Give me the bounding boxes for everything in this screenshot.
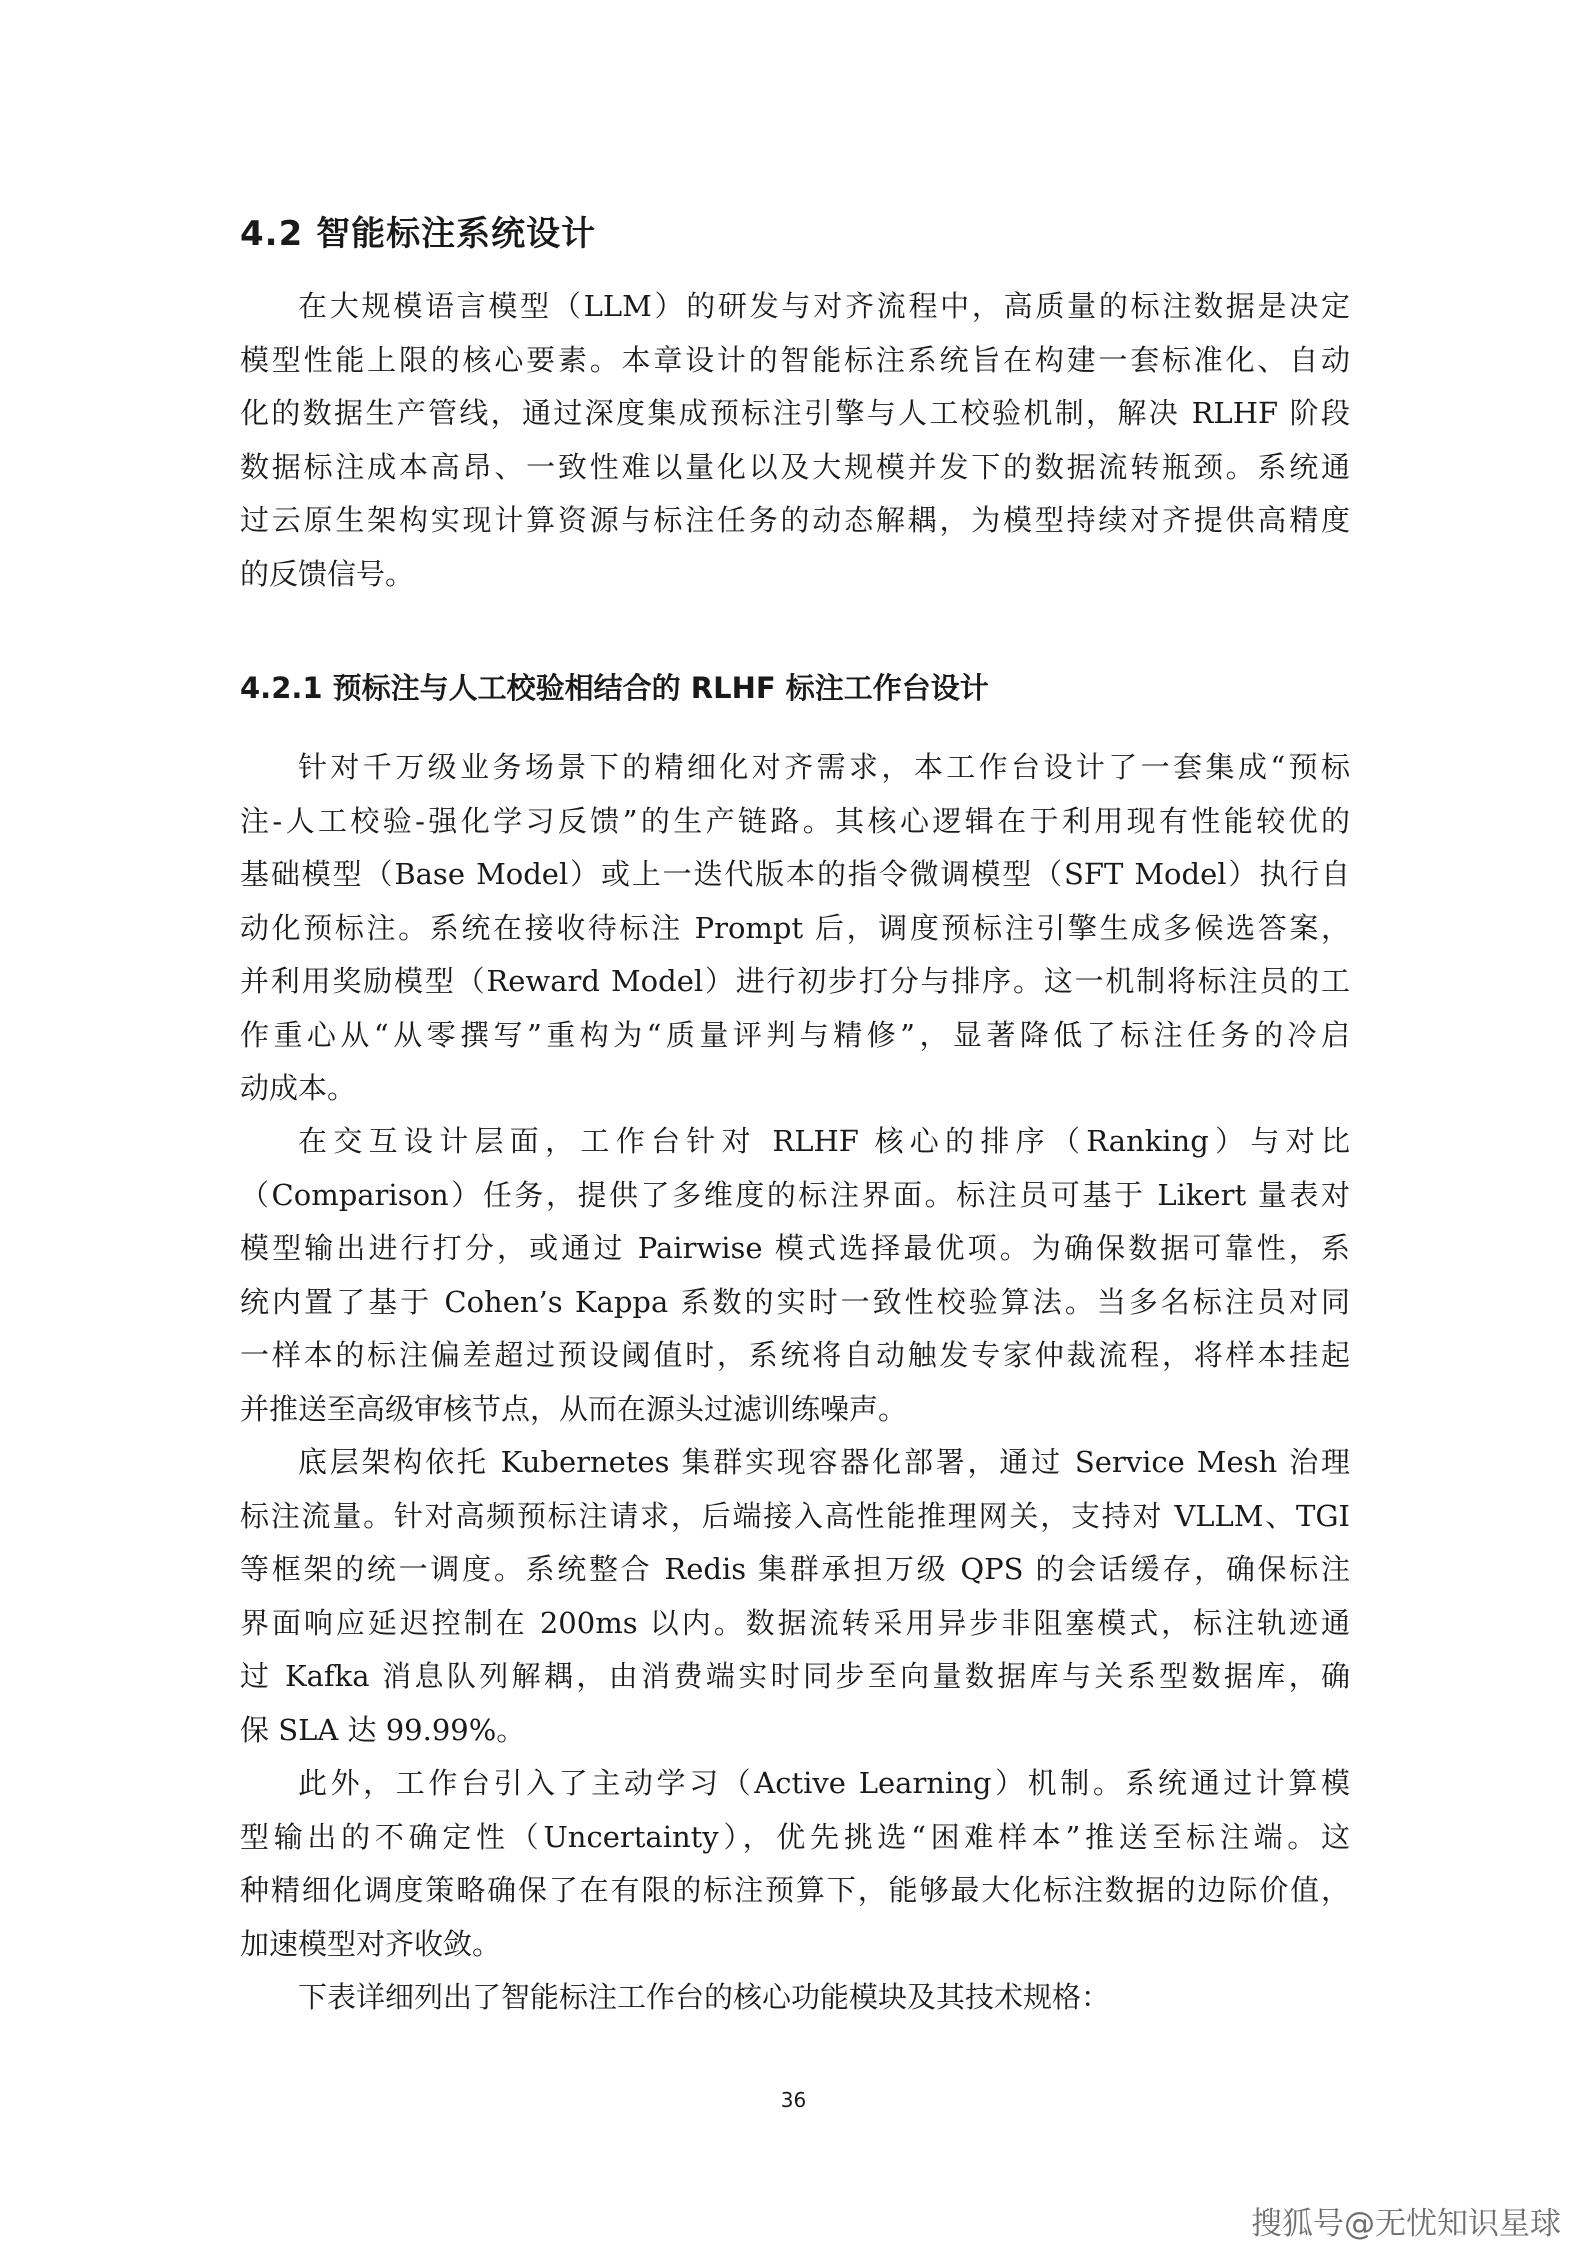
- paragraph-line: 型输出的不确定性（Uncertainty），优先挑选“困难样本”推送至标注端。这: [240, 1819, 1350, 1854]
- paragraph-line: 动成本。: [240, 1071, 357, 1105]
- paragraph-line: 等框架的统一调度。系统整合 Redis 集群承担万级 QPS 的会话缓存，确保标注: [240, 1552, 1350, 1586]
- paragraph-line: 注-人工校验-强化学习反馈”的生产链路。其核心逻辑在于利用现有性能较优的: [240, 803, 1350, 838]
- paragraph-line: 在大规模语言模型（LLM）的研发与对齐流程中，高质量的标注数据是决定: [298, 289, 1350, 323]
- paragraph-line: 保 SLA 达 99.99%。: [240, 1712, 526, 1747]
- page-number: 36: [780, 2088, 807, 2112]
- paragraph-line: 的反馈信号。: [240, 556, 415, 591]
- paragraph-line: 数据标注成本高昂、一致性难以量化以及大规模并发下的数据流转瓶颈。系统通: [240, 449, 1350, 484]
- paragraph-line: 并推送至高级审核节点，从而在源头过滤训练噪声。: [240, 1391, 908, 1426]
- watermark: 搜狐号@无忧知识星球: [1251, 2206, 1561, 2242]
- paragraph-line: 统内置了基于 Cohen’s Kappa 系数的实时一致性校验算法。当多名标注员对同: [240, 1284, 1350, 1319]
- paragraph-line: 界面响应延迟控制在 200ms 以内。数据流转采用异步非阻塞模式，标注轨迹通: [240, 1605, 1350, 1640]
- paragraph-line: 在交互设计层面，工作台针对 RLHF 核心的排序（Ranking）与对比: [298, 1124, 1350, 1158]
- paragraph-5: [240, 1971, 1350, 2025]
- paragraph-4: [240, 1757, 1350, 1971]
- paragraph-line: 底层架构依托 Kubernetes 集群实现容器化部署，通过 Service Mesh 治理: [298, 1445, 1350, 1479]
- paragraph-line: 一样本的标注偏差超过预设阈值时，系统将自动触发专家仲裁流程，将样本挂起: [240, 1338, 1350, 1372]
- paragraph-line: 加速模型对齐收敛。: [240, 1926, 502, 1961]
- paragraph-3: [240, 1436, 1350, 1757]
- paragraph-line: 针对千万级业务场景下的精细化对齐需求，本工作台设计了一套集成“预标: [298, 750, 1350, 784]
- paragraph-line: 作重心从“从零撰写”重构为“质量评判与精修”，显著降低了标注任务的冷启: [240, 1017, 1350, 1052]
- paragraph-line: 标注流量。针对高频预标注请求，后端接入高性能推理网关，支持对 VLLM、TGI: [240, 1498, 1350, 1533]
- subsection-heading: 4.2.1 预标注与人工校验相结合的 RLHF 标注工作台设计: [240, 671, 989, 705]
- paragraph-line: 种精细化调度策略确保了在有限的标注预算下，能够最大化标注数据的边际价值，: [240, 1873, 1350, 1907]
- intro-paragraph: [240, 280, 1350, 601]
- paragraph-line: 此外，工作台引入了主动学习（Active Learning）机制。系统通过计算模: [298, 1766, 1350, 1800]
- paragraph-line: 化的数据生产管线，通过深度集成预标注引擎与人工校验机制，解决 RLHF 阶段: [240, 396, 1350, 430]
- paragraph-line: 动化预标注。系统在接收待标注 Prompt 后，调度预标注引擎生成多候选答案，: [240, 910, 1350, 945]
- paragraph-line: 下表详细列出了智能标注工作台的核心功能模块及其技术规格：: [298, 1980, 1111, 2014]
- paragraph-line: 过 Kafka 消息队列解耦，由消费端实时同步至向量数据库与关系型数据库，确: [240, 1659, 1350, 1693]
- section-heading: 4.2 智能标注系统设计: [240, 214, 597, 254]
- paragraph-line: 并利用奖励模型（Reward Model）进行初步打分与排序。这一机制将标注员的工: [240, 964, 1350, 998]
- paragraph-line: （Comparison）任务，提供了多维度的标注界面。标注员可基于 Likert 量表对: [240, 1177, 1350, 1212]
- paragraph-line: 模型性能上限的核心要素。本章设计的智能标注系统旨在构建一套标准化、自动: [240, 342, 1350, 377]
- paragraph-line: 基础模型（Base Model）或上一迭代版本的指令微调模型（SFT Model）执行自: [240, 857, 1350, 891]
- paragraph-line: 过云原生架构实现计算资源与标注任务的动态解耦，为模型持续对齐提供高精度: [240, 503, 1350, 537]
- paragraph-1: [240, 741, 1350, 1116]
- paragraph-line: 模型输出进行打分，或通过 Pairwise 模式选择最优项。为确保数据可靠性，系: [240, 1231, 1350, 1265]
- paragraph-2: [240, 1115, 1350, 1436]
